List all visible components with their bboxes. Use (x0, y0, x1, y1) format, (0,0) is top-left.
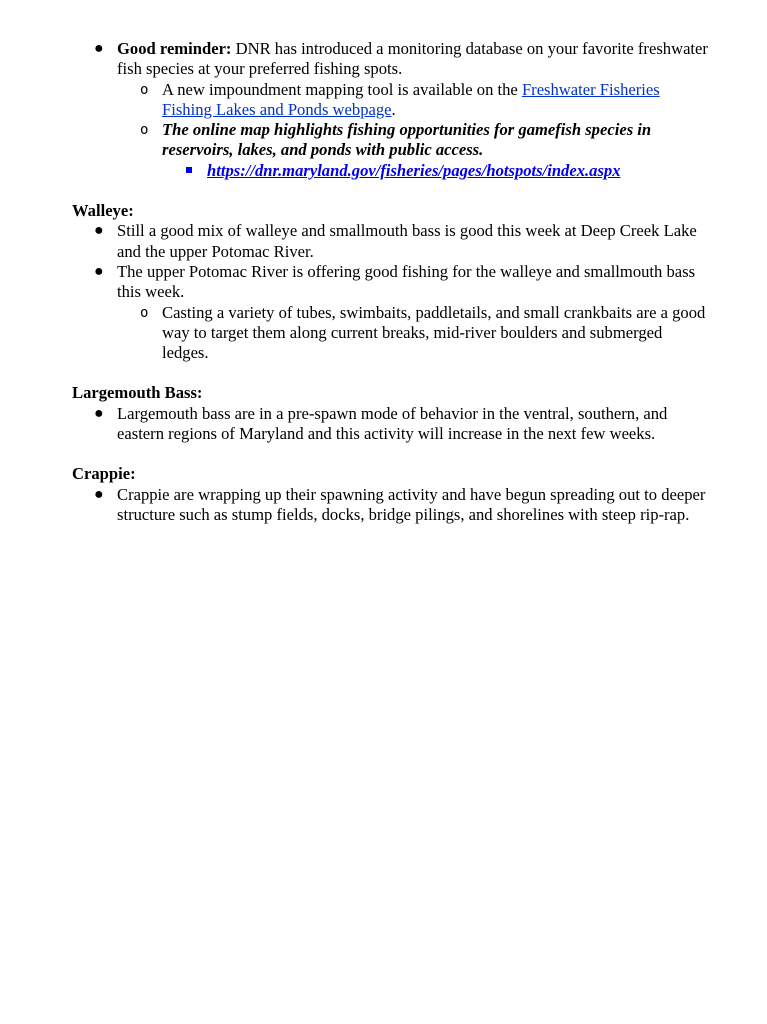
list-item-walleye-casting (72, 303, 712, 364)
mapping-tool-end: . (391, 99, 396, 119)
bullet-marker: ● (94, 404, 104, 422)
list-item-mapping-tool (72, 80, 712, 121)
list-item-largemouth-1 (72, 404, 712, 445)
hotspots-url-link[interactable]: https://dnr.maryland.gov/fisheries/pages/hotspots/index.aspx (207, 160, 621, 180)
largemouth-item-1-text: Largemouth bass are in a pre-spawn mode of behavior in the ventral, southern, and eastern regions of Maryland and this activity will increase in the next few weeks. (117, 403, 668, 444)
list-item-reminder (72, 39, 712, 80)
walleye-casting-text: Casting a variety of tubes, swimbaits, paddletails, and small crankbaits are a good way to target them along current breaks, mid-river boulders and submerged ledges. (162, 302, 706, 363)
bullet-marker: ● (94, 40, 104, 57)
list-item-online-map (72, 120, 712, 161)
list-item-walleye-2 (72, 262, 712, 303)
reminder-label: Good reminder: (117, 39, 232, 58)
circle-marker: o (140, 304, 149, 321)
mapping-tool-text: A new impoundment mapping tool is available on the (162, 79, 522, 99)
bullet-marker: ● (94, 485, 104, 503)
circle-marker: o (140, 81, 149, 98)
list-item-hotspots-url (72, 161, 712, 181)
walleye-item-2-text: The upper Potomac River is offering good fishing for the walleye and smallmouth bass this week. (117, 261, 696, 302)
walleye-item-1-text: Still a good mix of walleye and smallmouth bass is good this week at Deep Creek Lake and the upper Potomac River. (117, 221, 697, 261)
online-map-text: The online map highlights fishing opportunities for gamefish species in reservoirs, lakes, and ponds with public access. (162, 120, 652, 160)
fisheries-webpage-link[interactable]: Freshwater Fisheries Fishing Lakes and Ponds webpage (162, 79, 660, 119)
document-content (72, 39, 712, 525)
crappie-item-1-text: Crappie are wrapping up their spawning activity and have begun spreading out to deeper structure such as stump fields, docks, bridge pilings, and shorelines with steep rip-rap. (117, 484, 706, 524)
circle-marker: o (140, 122, 149, 139)
list-item-walleye-1 (72, 221, 712, 262)
bullet-marker: ● (94, 262, 104, 280)
crappie-heading: Crappie: (72, 464, 136, 484)
reminder-text: DNR has introduced a monitoring database on your favorite freshwater fish species at your preferred fishing spots. (117, 39, 708, 79)
largemouth-heading: Largemouth Bass: (72, 383, 203, 403)
walleye-heading: Walleye: (72, 201, 134, 221)
bullet-marker: ● (94, 222, 104, 240)
square-bullet-marker (186, 167, 192, 173)
list-item-crappie-1 (72, 485, 712, 526)
